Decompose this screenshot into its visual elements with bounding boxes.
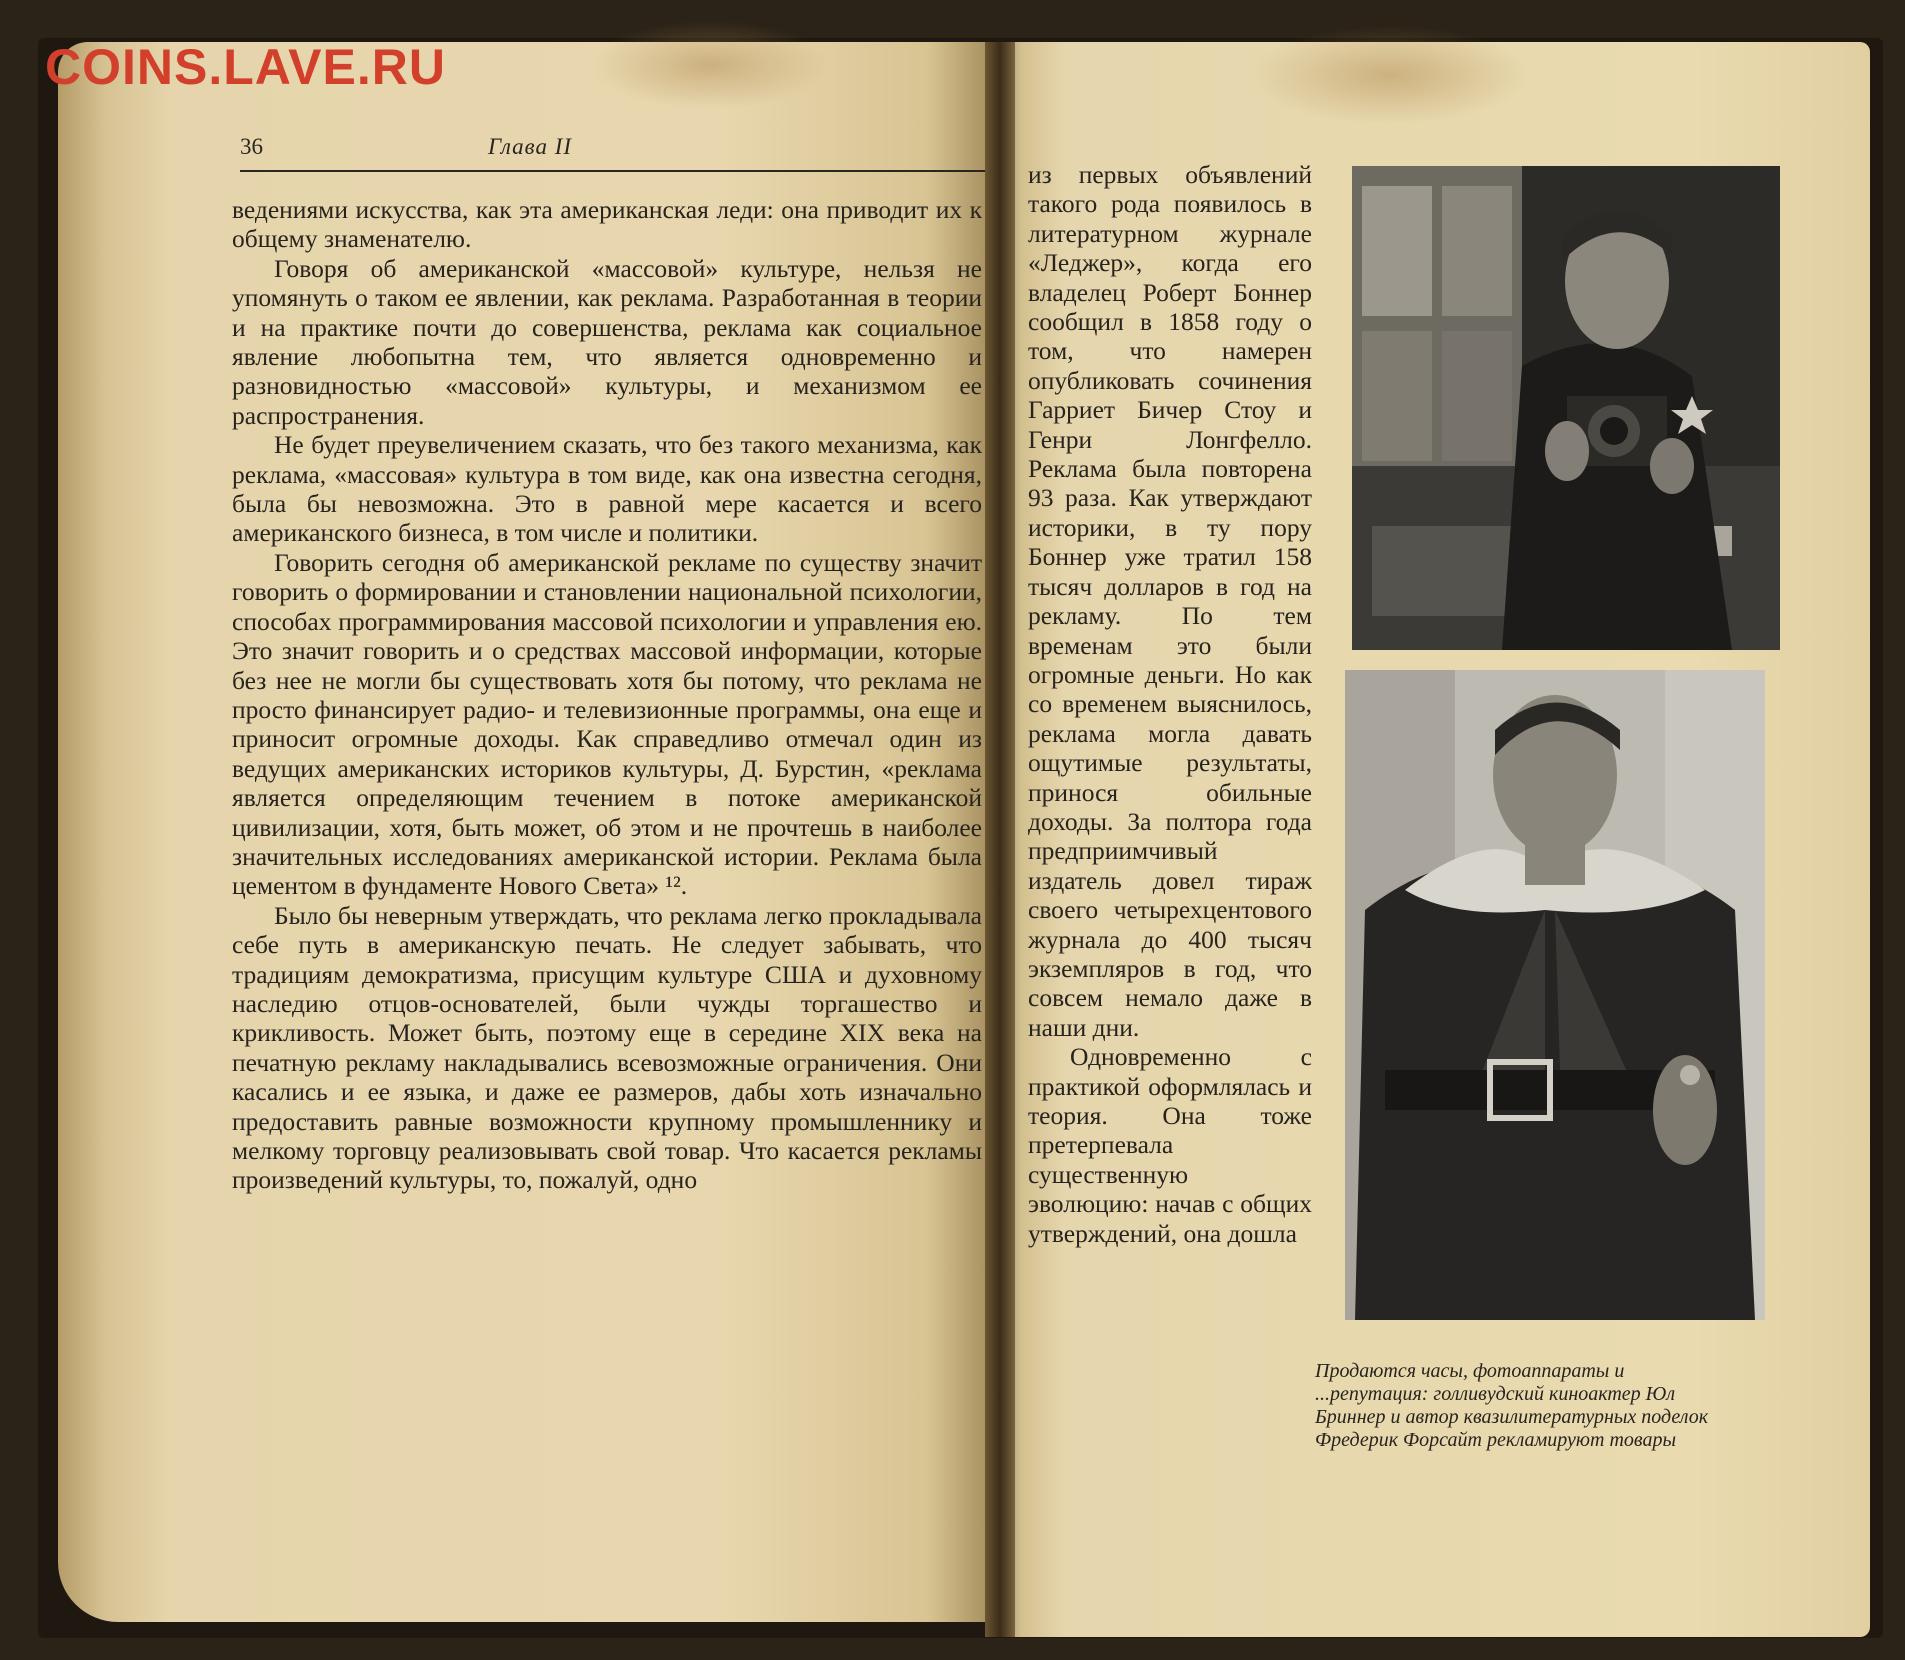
paragraph: Не будет преувеличением сказать, что без такого механизма, как реклама, «массовая» культура в том виде, как она известна сегодня, была бы невозможна. Это в равной мере касается и всего американского бизнеса, в том числе и политики. xyxy=(232,430,982,548)
paragraph: Говорить сегодня об американской рекламе по существу значит говорить о формировании и становлении национальной психологии, способах программирования массовой психологии и управления ею. Это значит говорить и о средствах массовой информации, которые без нее не могли бы существовать хотя бы потому, что реклама не просто финансирует радио- и телевизионные программы, она еще и приносит огромные доходы. Как справедливо отмечал один из ведущих американских историков культуры, Д. Бурстин, «реклама является определяющим течением в потоке американской цивилизации, хотя, быть может, об этом и не прочтешь в наиболее значительных исследованиях американской истории. Реклама была цементом в фундаменте Нового Света» ¹². xyxy=(232,547,982,901)
photo-actor-with-camera xyxy=(1352,166,1780,650)
left-page-text xyxy=(232,195,982,1195)
paragraph: Говоря об американской «массовой» культуре, нельзя не упомянуть о таком ее явлении, как реклама. Разработанная в теории и на практике почти до совершенства, реклама как социальное явление любопытна тем, что является одновременно и разновидностью «массовой» культуры, и механизмом ее распространения. xyxy=(232,253,982,430)
paragraph: из первых объявлений такого рода появилось в литературном журнале «Леджер», когда его владелец Роберт Боннер сообщил в 1858 году о том, что намерен опубликовать сочинения Гарриет Бичер Стоу и Генри Лонгфелло. Реклама была повторена 93 раза. Как утверждают историки, в ту пору Боннер уже тратил 158 тысяч долларов в год на рекламу. По тем временам это были огромные деньги. Но как со временем выяснилось, реклама могла давать ощутимые результаты, принося обильные доходы. За полтора года предприимчивый издатель довел тираж своего четырехцентового журнала до 400 тысяч экземпляров в год, что совсем немало даже в наши дни. xyxy=(1028,160,1312,1042)
watermark: COINS.LAVE.RU xyxy=(45,39,446,95)
chapter-title: Глава II xyxy=(488,134,573,159)
paper-stain xyxy=(590,20,830,110)
photo-caption: Продаются часы, фотоаппараты и ...репутация: голливудский киноактер Юл Бриннер и автор квазилитературных поделок Фредерик Форсайт рекламируют товары xyxy=(1315,1360,1709,1451)
paragraph: ведениями искусства, как эта американская леди: она приводит их к общему знаменателю. xyxy=(232,195,982,254)
paragraph: Было бы неверным утверждать, что реклама легко прокладывала себе путь в американскую печать. Не следует забывать, что традициям демократизма, присущим культуре США и духовному наследию отцов-основателей, были чужды торгашество и крикливость. Может быть, поэтому еще в середине XIX века на печатную рекламу накладывались всевозможные ограничения. Они касались и ее языка, и даже ее размеров, дабы хоть изначально предоставить равные возможности крупному промышленнику и мелкому торговцу реализовывать свой товар. Что касается рекламы произведений культуры, то, пожалуй, одно xyxy=(232,900,982,1195)
book-gutter xyxy=(985,42,1015,1637)
photo-author-leather-coat xyxy=(1345,670,1765,1320)
paper-stain xyxy=(1250,25,1530,125)
page-number: 36 xyxy=(240,134,263,159)
paragraph: Одновременно с практикой оформлялась и теория. Она тоже претерпевала существенную эволюцию: начав с общих утверждений, она дошла xyxy=(1028,1042,1312,1248)
right-page-text xyxy=(1028,160,1312,1248)
running-head xyxy=(240,130,985,172)
